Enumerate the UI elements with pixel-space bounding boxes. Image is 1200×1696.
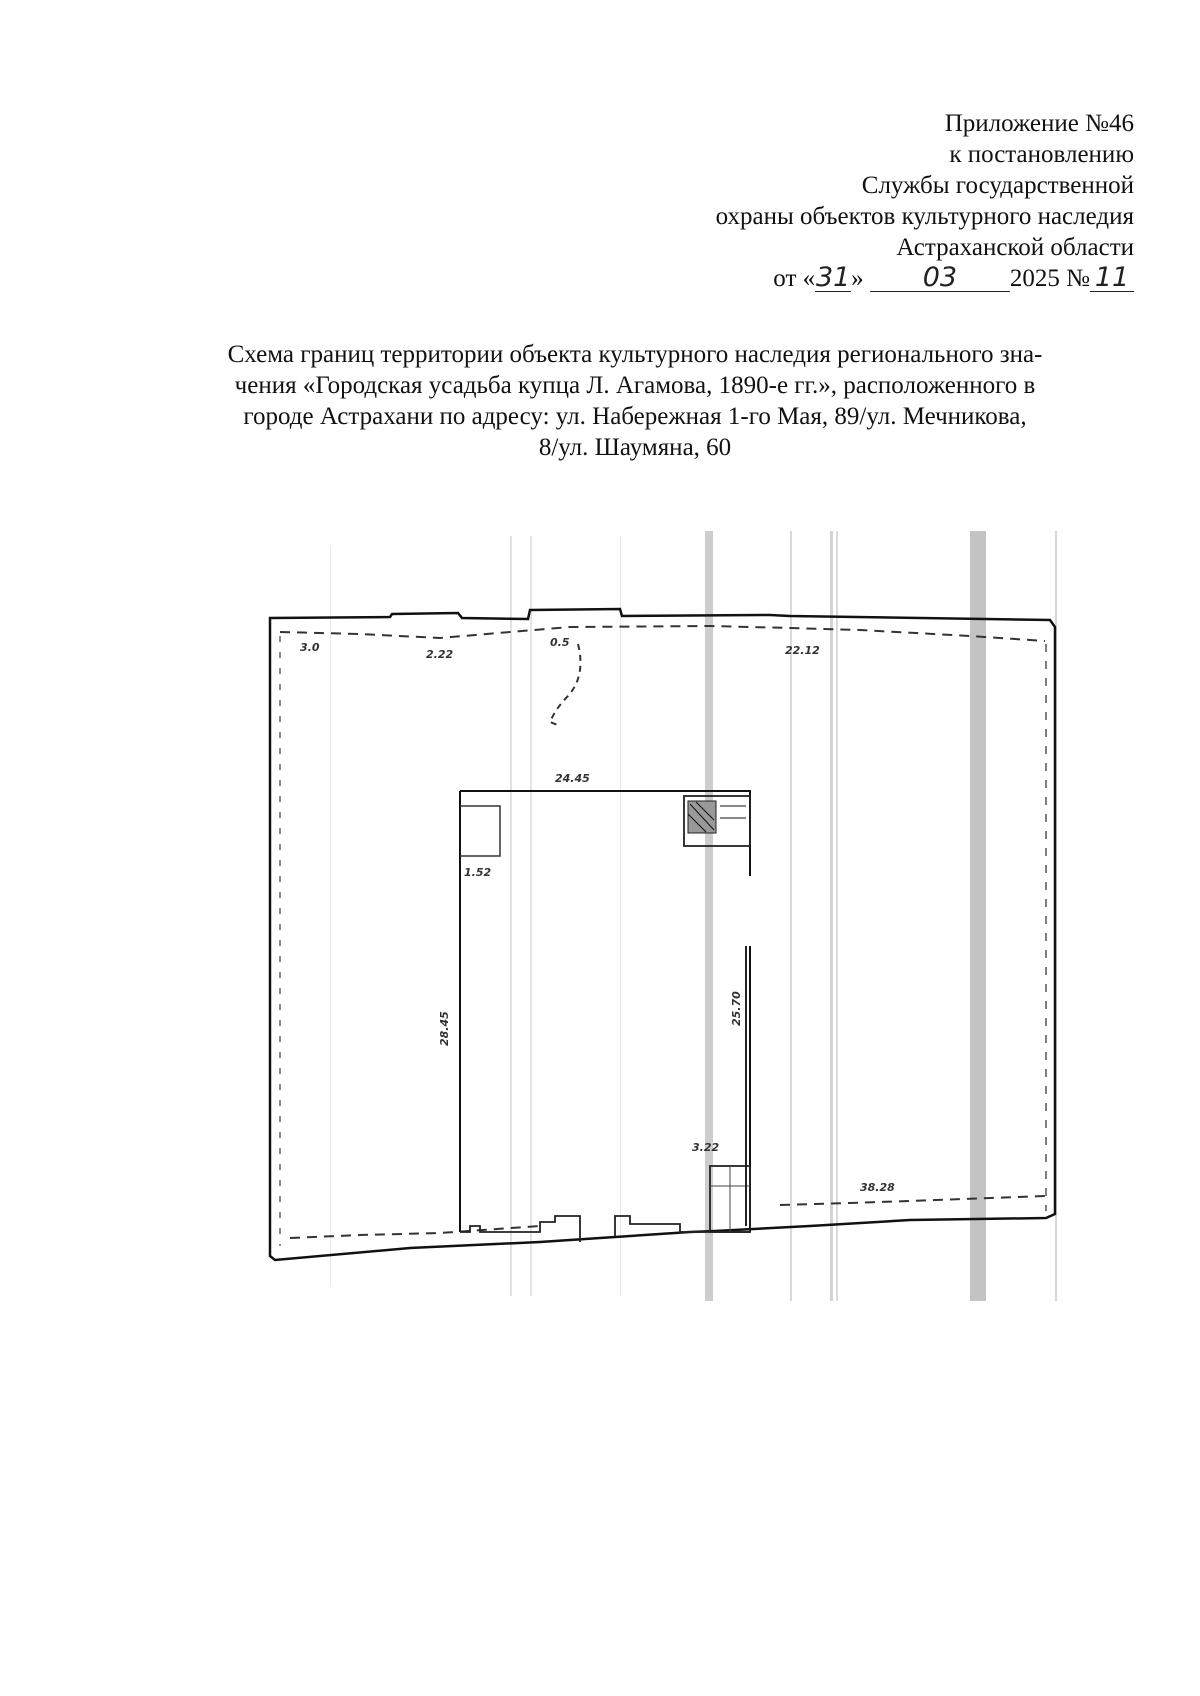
label-top-3: 0.5 bbox=[550, 636, 570, 649]
label-top-right: 22.12 bbox=[785, 644, 820, 657]
label-right-vertical: 25.70 bbox=[730, 991, 743, 1026]
streak-4 bbox=[830, 531, 833, 1301]
date-close: » bbox=[851, 265, 864, 292]
label-top-left: 3.0 bbox=[300, 641, 320, 654]
date-prefix: от « bbox=[773, 265, 816, 292]
service-name: Службы государственной bbox=[861, 172, 1134, 199]
date-line bbox=[574, 263, 1134, 294]
streak-5 bbox=[836, 531, 838, 1301]
curved-stair bbox=[550, 644, 580, 726]
label-small-1: 3.22 bbox=[692, 1141, 720, 1154]
label-top-2: 2.22 bbox=[426, 648, 454, 661]
streak-9 bbox=[620, 536, 621, 1296]
date-month: 03 bbox=[870, 265, 1010, 292]
bottom-dashed-boundary bbox=[290, 1196, 1045, 1238]
date-year: 2025 № bbox=[1009, 265, 1090, 292]
streak-10 bbox=[330, 546, 331, 1286]
appendix-number: Приложение №46 bbox=[944, 110, 1134, 137]
title-line-3: городе Астрахани по адресу: ул. Набережная 1-го Мая, 89/ул. Мечникова, bbox=[243, 403, 1027, 430]
label-left-vertical: 28.45 bbox=[438, 1011, 451, 1046]
label-bottom-right: 38.28 bbox=[860, 1181, 895, 1194]
boundary-scheme bbox=[210, 526, 1090, 1306]
to-resolution: к постановлению bbox=[949, 141, 1134, 168]
annex-lines bbox=[710, 1166, 750, 1232]
label-small-2: 1.52 bbox=[464, 866, 492, 879]
title-line-1: Схема границ территории объекта культурного наследия регионального зна- bbox=[227, 341, 1043, 368]
streak-6 bbox=[510, 536, 512, 1296]
label-inner-top: 24.45 bbox=[555, 772, 590, 785]
title-line-4: 8/ул. Шаумяна, 60 bbox=[538, 434, 732, 461]
top-dashed-boundary bbox=[280, 626, 1045, 641]
left-wing bbox=[460, 806, 500, 856]
streak-2 bbox=[970, 531, 986, 1301]
scheme-title bbox=[190, 339, 1080, 463]
date-day: 31 bbox=[815, 262, 851, 293]
document-number: 11 bbox=[1090, 265, 1134, 292]
region-name: Астраханской области bbox=[896, 234, 1134, 261]
scan-streaks bbox=[330, 531, 1057, 1301]
outer-boundary bbox=[270, 609, 1055, 1260]
streak-7 bbox=[530, 536, 532, 1296]
title-line-2: чения «Городская усадьба купца Л. Агамова, 1890-е гг.», расположенного в bbox=[234, 372, 1036, 399]
appendix-header bbox=[574, 108, 1134, 294]
protection-name: охраны объектов культурного наследия bbox=[715, 203, 1134, 230]
